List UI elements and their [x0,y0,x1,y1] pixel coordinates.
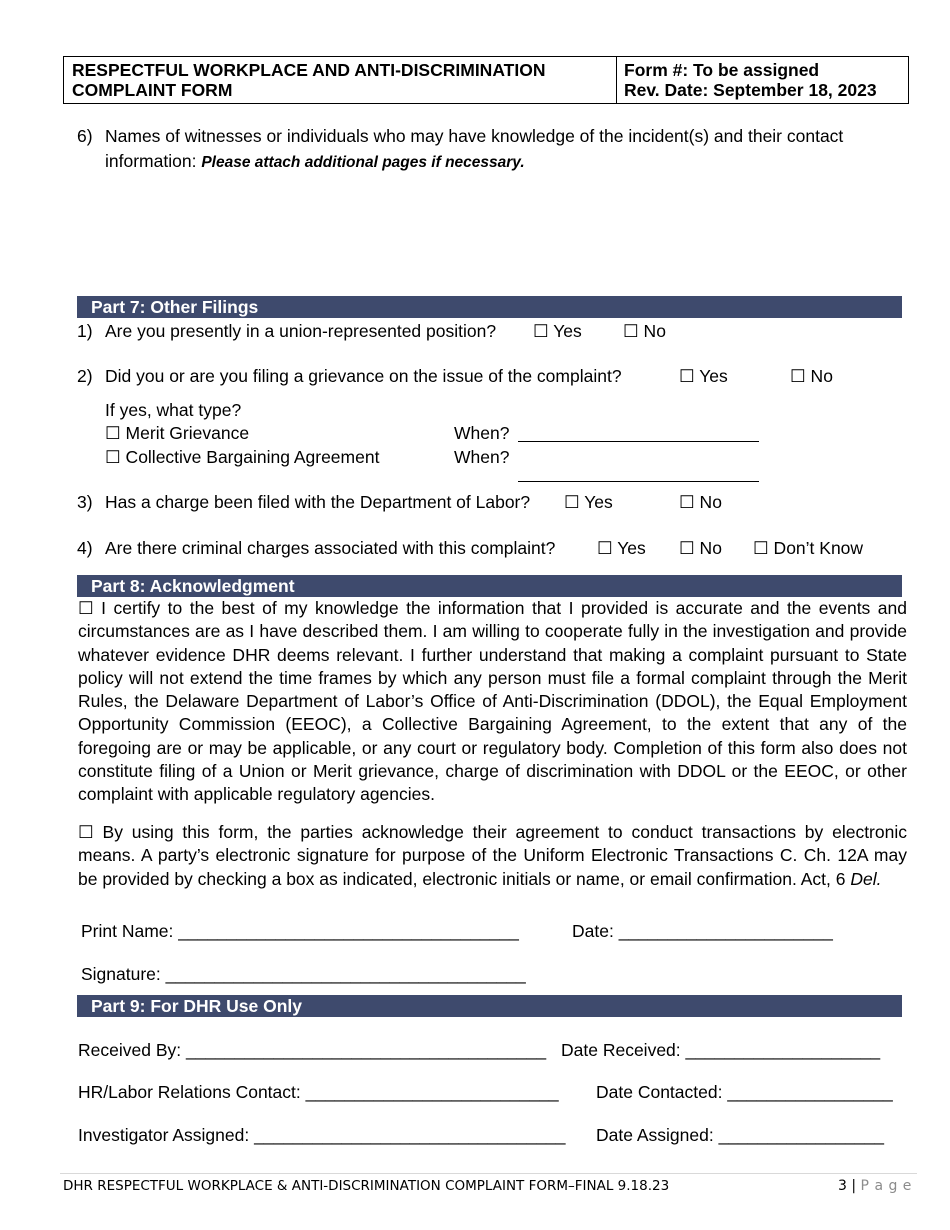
print-name-field[interactable]: Print Name: ___________________________________ [81,921,519,941]
q6-answer-area[interactable] [105,180,902,285]
p7-q4-number: 4) [77,538,93,558]
p7-q2-if-yes: If yes, what type? [105,400,242,420]
date-assigned-field[interactable]: Date Assigned: _________________ [596,1125,885,1145]
p7-q3-yes-checkbox[interactable]: ☐ Yes [564,492,613,512]
electronic-consent-statement[interactable] [78,821,907,891]
form-meta [617,57,908,109]
form-header [63,56,909,104]
page-number: 3 | P a g e [838,1178,912,1194]
cba-checkbox[interactable]: ☐ Collective Bargaining Agreement [105,447,380,467]
q6-note: Please attach additional pages if necessary. [201,154,525,171]
merit-grievance-checkbox[interactable]: ☐ Merit Grievance [105,423,250,443]
p7-q1-text: Are you presently in a union-represented position? [105,321,497,341]
rev-date: Rev. Date: September 18, 2023 [624,80,877,100]
form-number: Form #: To be assigned [624,60,820,80]
form-title: RESPECTFUL WORKPLACE AND ANTI-DISCRIMINATION COMPLAINT FORM [64,57,617,103]
p7-q3-text: Has a charge been filed with the Department of Labor? [105,492,531,512]
footer-text: DHR RESPECTFUL WORKPLACE & ANTI-DISCRIMINATION COMPLAINT FORM–FINAL 9.18.23 [63,1178,670,1194]
when-input-1[interactable] [518,441,759,442]
electronic-consent-del: Del. [850,868,882,889]
p7-q1-number: 1) [77,321,93,341]
q6-line2-text: information: [105,151,197,171]
date-contacted-field[interactable]: Date Contacted: _________________ [596,1082,893,1102]
signature-field[interactable]: Signature: _____________________________________ [81,964,526,984]
p7-q1-yes-checkbox[interactable]: ☐ Yes [533,321,582,341]
p7-q4-text: Are there criminal charges associated with this complaint? [105,538,556,558]
p7-q2-yes-checkbox[interactable]: ☐ Yes [679,366,728,386]
p7-q2-no-checkbox[interactable]: ☐ No [790,366,833,386]
q6-line1: Names of witnesses or individuals who may have knowledge of the incident(s) and their contact [105,126,844,146]
date-received-field[interactable]: Date Received: ____________________ [561,1040,881,1060]
q6-line2 [105,151,525,172]
page-number-value: 3 [838,1178,847,1194]
p7-q4-yes-checkbox[interactable]: ☐ Yes [597,538,646,558]
footer-rule [60,1173,917,1174]
investigator-field[interactable]: Investigator Assigned: ________________________________ [78,1125,566,1145]
p7-q4-no-checkbox[interactable]: ☐ No [679,538,722,558]
page-label: P a g e [860,1178,912,1194]
part9-heading: Part 9: For DHR Use Only [77,995,902,1017]
when-label-2: When? [454,447,510,467]
when-input-2[interactable] [518,481,759,482]
part7-heading: Part 7: Other Filings [77,296,902,318]
q6-number: 6) [77,126,93,146]
hr-contact-field[interactable]: HR/Labor Relations Contact: __________________________ [78,1082,559,1102]
p7-q1-no-checkbox[interactable]: ☐ No [623,321,666,341]
p7-q2-number: 2) [77,366,93,386]
p7-q3-no-checkbox[interactable]: ☐ No [679,492,722,512]
certify-statement[interactable]: ☐ I certify to the best of my knowledge the information that I provided is accurate and the events and circumstances are as I have described them. I am willing to cooperate fully in the investigation and provide whatever evidence DHR deems relevant. I further understand that making a complaint pursuant to State policy will not extend the time frames by which any person must file a formal complaint through the Merit Rules, the Delaware Department of Labor’s Office of Anti-Discrimination (DDOL), the Equal Employment Opportunity Commission (EEOC), a Collective Bargaining Agreement, to the extent that any of the foregoing are or may be applicable, or any court or regulatory body. Completion of this form also does not constitute filing of a Union or Merit grievance, charge of discrimination with DDOL or the EEOC, or other complaint with applicable regulatory agencies. [78,598,907,805]
received-by-field[interactable]: Received By: _____________________________________ [78,1040,547,1060]
p7-q2-text: Did you or are you filing a grievance on the issue of the complaint? [105,366,622,386]
when-label-1: When? [454,423,510,443]
electronic-consent-text: ☐ By using this form, the parties acknowledge their agreement to conduct transactions by electronic means. A party’s electronic signature for purpose of the Uniform Electronic Transactions C. Ch. 12A may be provided by checking a box as indicated, electronic initials or name, or email confirmation. Act, 6 [78,822,907,889]
p7-q3-number: 3) [77,492,93,512]
date-field[interactable]: Date: ______________________ [572,921,833,941]
p7-q4-dont-know-checkbox[interactable]: ☐ Don’t Know [753,538,864,558]
part8-heading: Part 8: Acknowledgment [77,575,902,597]
